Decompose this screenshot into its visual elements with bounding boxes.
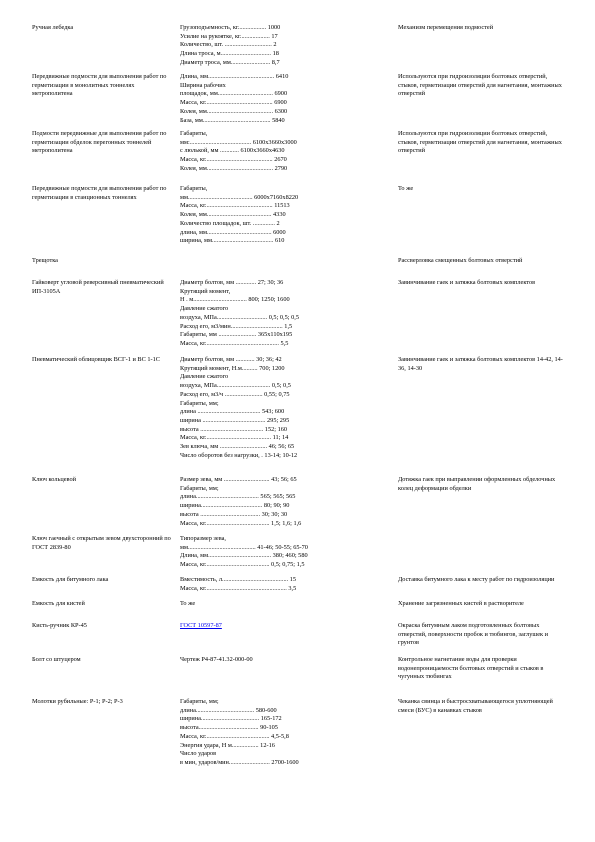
- spec-line: мм......................................... 6000х7160х8220: [180, 193, 299, 201]
- spec-line: Количество, шт. .............................. 2: [180, 41, 277, 49]
- spec-line: Усилие на рукоятке, кг................... 17: [180, 32, 278, 40]
- spec-line: высота...................................... 90-105: [180, 724, 278, 732]
- spec-line: Длина, мм.......................................... 6410: [180, 73, 289, 80]
- spec-line: мм........................................... 41-46; 50-55; 65-70: [180, 543, 308, 551]
- equipment-purpose: Хранение загрязненных кистей в растворителе: [398, 600, 524, 607]
- equipment-purpose: Рассверловка смещенных болтовых отверстий: [398, 257, 523, 264]
- spec-line: Крутящий момент, Н.м.......... 700; 1200: [180, 364, 285, 372]
- equipment-specs: [180, 576, 385, 593]
- equipment-specs: [180, 476, 385, 528]
- spec-line: Число оборотов без нагрузки, . 13-14; 10-12: [180, 451, 298, 459]
- spec-line: Масса, кг............................................... 5,5: [180, 339, 289, 347]
- equipment-specs: [180, 130, 385, 174]
- spec-line: Расход его, м3/мин................................. 1,5: [180, 322, 293, 330]
- spec-line: Габариты,: [180, 185, 208, 192]
- spec-line: Габариты, мм;: [180, 484, 219, 492]
- spec-line: Габариты, мм;: [180, 399, 219, 407]
- equipment-name: Гайковерт угловой реверсивный пневматический ИП-3105А: [32, 279, 164, 295]
- equipment-specs: [180, 622, 385, 631]
- equipment-purpose: Контрольное нагнетание воды для проверки водонепроницаемости болтовых отверстий и стыков в чугунных тюбингах: [398, 656, 544, 681]
- spec-line: в мин, ударов/мин.......................... 2700-1600: [180, 758, 299, 766]
- spec-line: высота ........................................ 152; 160: [180, 425, 288, 433]
- spec-line: Габариты,: [180, 130, 208, 137]
- spec-line: воздуха, МПа................................ 0,5; 0,5; 0,5: [180, 313, 299, 321]
- spec-line: Число ударов: [180, 750, 217, 758]
- spec-line: Диаметр троса, мм......................... 8,7: [180, 58, 280, 66]
- spec-line: Диаметр болтов, мм ............ 30; 36; 42: [180, 356, 282, 363]
- spec-line: высота ...................................... 30; 30; 30: [180, 510, 288, 518]
- spec-line: Длина троса, м................................ 18: [180, 50, 279, 58]
- spec-line: Масса, кг......................................... 4,5-5,8: [180, 732, 289, 740]
- spec-line: Масса, кг......................................... 1,5; 1,6; 1,6: [180, 519, 302, 527]
- spec-line: Ширина рабочих: [180, 81, 226, 89]
- equipment-purpose: Чеканка свинца и быстросхватывающегося уплотняющей смеси (БУС) в канавках стыков: [398, 698, 553, 714]
- spec-line: длина..................................... 580-600: [180, 706, 277, 714]
- spec-line: Типоразмер зева,: [180, 535, 226, 542]
- equipment-specs: [180, 24, 385, 68]
- equipment-name: Подмости передвижные для выполнения работ по герметизации обделок перегонных тоннелей метрополитена: [32, 130, 167, 155]
- spec-line: Масса, кг........................................... 6900: [180, 99, 287, 107]
- equipment-purpose: То же: [398, 185, 414, 192]
- spec-line: Н . м.................................. 800; 1250; 1600: [180, 296, 290, 304]
- equipment-name: Молотки рубильные: Р-1; Р-2; Р-3: [32, 698, 123, 705]
- spec-line: Расход его, м3/ч ........................ 0,55; 0,75: [180, 390, 290, 398]
- equipment-purpose: Окраска битумным лаком подготовленных болтовых отверстий, поверхности пробок и тюбингов, заглушек и грунтов: [398, 622, 549, 647]
- spec-line: Габариты, мм ........................ 365х110х195: [180, 331, 293, 339]
- spec-line: ширина ........................................ 295; 295: [180, 416, 290, 424]
- spec-line: Габариты, мм;: [180, 698, 219, 705]
- equipment-name: Кисть-ручник КР-45: [32, 622, 87, 629]
- spec-line: База, мм........................................... 5840: [180, 116, 285, 124]
- equipment-name: Пневматический облицовщик ВСГ-1 и ВС 1-1С: [32, 356, 160, 363]
- spec-line: длина ........................................ 543; 600: [180, 408, 285, 416]
- equipment-purpose: Доставка битумного лака к месту работ по гидроизоляции: [398, 576, 555, 583]
- spec-line: Масса, кг........................................... 2670: [180, 156, 287, 164]
- spec-line: ширина, мм....................................... 610: [180, 237, 285, 245]
- equipment-specs: [180, 73, 385, 125]
- equipment-name: Болт со штуцером: [32, 656, 81, 663]
- spec-line: Чертеж Р4-87-41.32-000-00: [180, 656, 253, 663]
- equipment-purpose: Завинчивание гаек и затяжка болтовых комплектов 14-42, 14-36, 14-30: [398, 356, 563, 372]
- spec-line: То же: [180, 600, 196, 607]
- equipment-specs: [180, 698, 385, 768]
- equipment-specs: [180, 535, 385, 570]
- equipment-name: Ручная лебедка: [32, 24, 74, 31]
- spec-line: Грузоподъемность, кг.................. 1000: [180, 24, 281, 31]
- spec-line: Колея, мм.......................................... 6300: [180, 107, 288, 115]
- spec-line: Масса, кг........................................... 11513: [180, 202, 290, 210]
- equipment-name: Емкость для битумного лака: [32, 576, 109, 583]
- spec-line: длина, мм......................................... 6000: [180, 228, 286, 236]
- spec-line: Масса, кг......................................... 0,5; 0,75; 1,5: [180, 561, 305, 569]
- spec-line: воздуха, МПа.................................. 0,5; 0,5: [180, 382, 291, 390]
- spec-line: Крутящий момент,: [180, 287, 231, 295]
- spec-line: мм:....................................... 6100х3660х3000: [180, 138, 297, 146]
- equipment-purpose: Механизм перемещения подмостей: [398, 24, 494, 31]
- gost-link[interactable]: ГОСТ 10597-87: [180, 622, 222, 629]
- spec-line: Масса, кг.................................................... 3,5: [180, 584, 297, 592]
- equipment-specs: [180, 279, 385, 349]
- spec-line: Давление сжатого: [180, 373, 229, 381]
- equipment-name: Трещотка: [32, 257, 58, 264]
- spec-line: длина........................................ 565; 565; 565: [180, 493, 296, 501]
- equipment-purpose: Используются при гидроизоляции болтовых отверстий, стыков, герметизации отверстий для нагнетания, монтажных отверстий: [398, 73, 562, 98]
- equipment-name: Передвижные подмости для выполнения работ по герметизации в монолитных тоннелях метрополитена: [32, 73, 167, 98]
- equipment-name: Ключ гаечный с открытым зевом двухсторонний по ГОСТ 2839-80: [32, 535, 171, 551]
- equipment-specs: [180, 656, 385, 665]
- spec-line: Диаметр болтов, мм ............. 27; 30; 36: [180, 279, 284, 286]
- spec-line: с люлькой, мм ............ 6100х3660х4630: [180, 147, 285, 155]
- spec-line: ширина..................................... 165-172: [180, 715, 282, 723]
- equipment-specs: [180, 356, 385, 460]
- spec-line: Давление сжатого: [180, 305, 229, 313]
- equipment-name: Ключ кольцевой: [32, 476, 76, 483]
- spec-line: Зев ключа, мм .............................. 46; 56; 65: [180, 443, 295, 451]
- spec-line: Колея, мм.......................................... 2790: [180, 164, 288, 172]
- spec-line: Энергия удара, Н м................. 12-16: [180, 741, 275, 749]
- spec-line: Вместимость, л.......................................... 15: [180, 576, 297, 583]
- spec-line: площадок, мм................................... 6900: [180, 90, 288, 98]
- spec-line: Количество площадок, шт. .............. 2: [180, 219, 280, 227]
- equipment-specs: [180, 600, 385, 609]
- equipment-purpose: Дотяжка гаек при выправлении оформленных обделочных колец деформации обделки: [398, 476, 556, 492]
- equipment-purpose: Используются при гидроизоляции болтовых отверстий, стыков, герметизации отверстий для нагнетания, монтажных отверстий: [398, 130, 562, 155]
- equipment-specs: [180, 185, 385, 246]
- equipment-purpose: Завинчивание гаек и затяжка болтовых комплектов: [398, 279, 536, 286]
- equipment-name: Емкость для кистей: [32, 600, 85, 607]
- spec-line: Размер зева, мм ............................. 43; 56; 65: [180, 476, 297, 483]
- spec-line: Длина, мм........................................ 380; 460; 580: [180, 552, 308, 560]
- spec-line: Колея, мм......................................... 4330: [180, 211, 286, 219]
- equipment-name: Передвижные подмости для выполнения работ по герметизации в станционных тоннелях: [32, 185, 167, 201]
- spec-line: ширина....................................... 80; 90; 90: [180, 502, 290, 510]
- spec-line: Масса, кг.......................................... 11; 14: [180, 434, 289, 442]
